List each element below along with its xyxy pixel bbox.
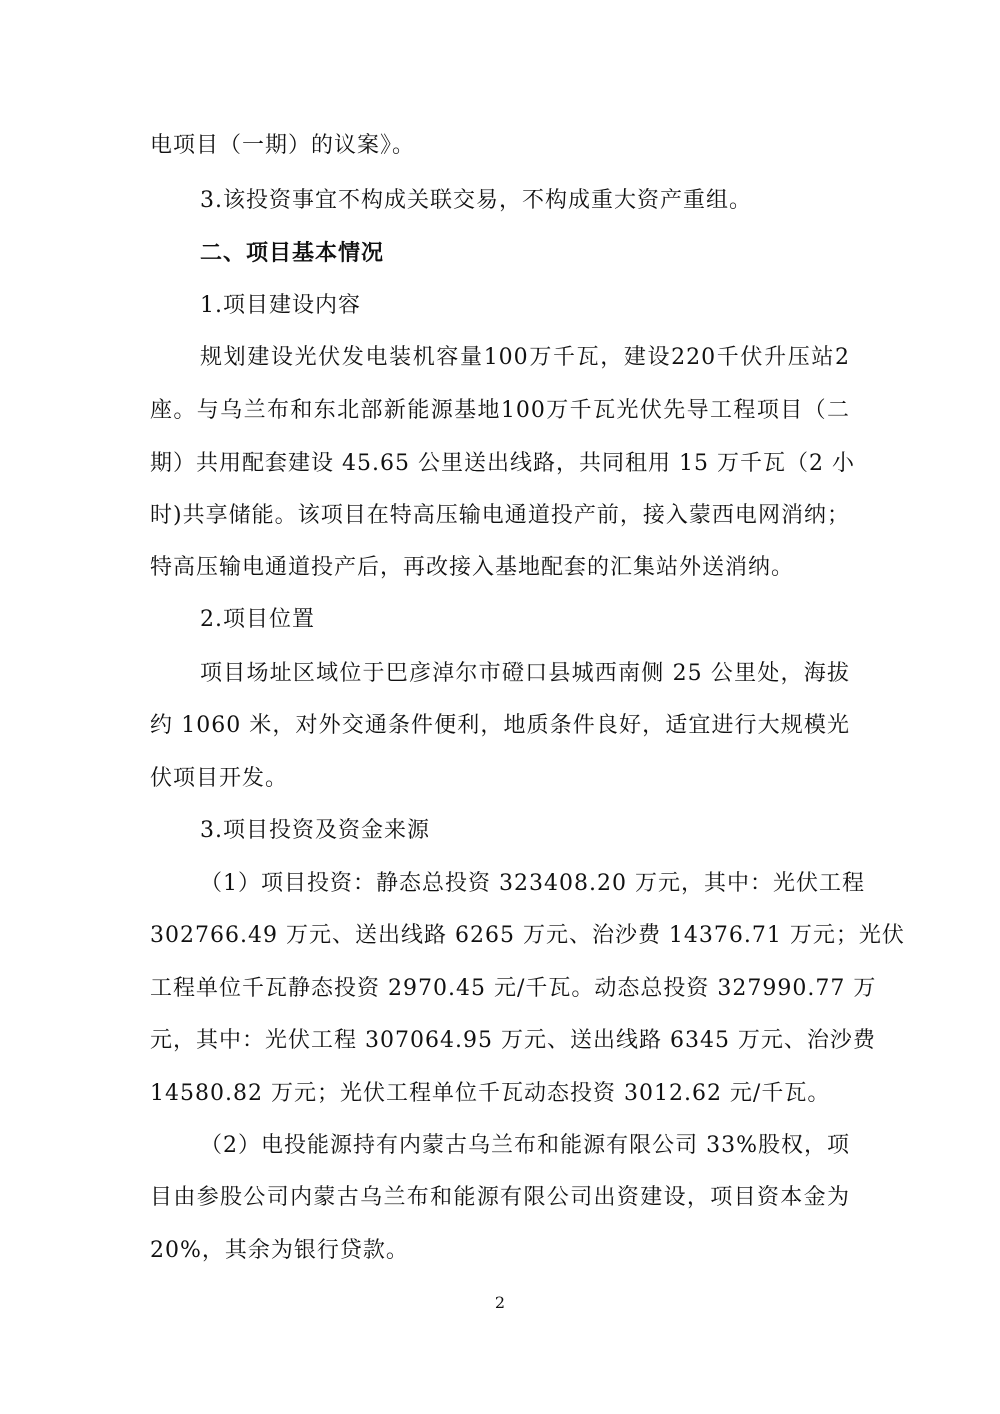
body-line: 电项目（一期）的议案》。 [150,133,416,158]
body-line: 规划建设光伏发电装机容量100万千瓦，建设220千伏升压站2 [200,345,850,370]
body-line: 302766.49 万元、送出线路 6265 万元、治沙费 14376.71 万元；光伏 [150,923,905,948]
body-line: 3.该投资事宜不构成关联交易，不构成重大资产重组。 [200,188,752,213]
body-line: 工程单位千瓦静态投资 2970.45 元/千瓦。动态总投资 327990.77 万 [150,976,877,1001]
subsection-heading: 1.项目建设内容 [200,293,361,318]
body-line: （2）电投能源持有内蒙古乌兰布和能源有限公司 33%股权，项 [200,1133,850,1158]
body-line: 期）共用配套建设 45.65 公里送出线路，共同租用 15 万千瓦（2 小 [150,451,855,476]
section-heading: 二、项目基本情况 [200,240,385,266]
body-line: 约 1060 米，对外交通条件便利，地质条件良好，适宜进行大规模光 [150,713,850,738]
body-line: 时)共享储能。该项目在特高压输电通道投产前，接入蒙西电网消纳； [150,503,850,528]
body-line: 目由参股公司内蒙古乌兰布和能源有限公司出资建设，项目资本金为 [150,1185,850,1210]
subsection-heading: 2.项目位置 [200,607,315,632]
page-number: 2 [494,1293,506,1312]
body-line: 特高压输电通道投产后，再改接入基地配套的汇集站外送消纳。 [150,555,795,580]
body-line: 伏项目开发。 [150,766,289,791]
body-line: 元，其中：光伏工程 307064.95 万元、送出线路 6345 万元、治沙费 [150,1028,876,1053]
body-line: 座。与乌兰布和东北部新能源基地100万千瓦光伏先导工程项目（二 [150,398,850,423]
body-line: （1）项目投资：静态总投资 323408.20 万元，其中：光伏工程 [200,871,865,896]
body-line: 项目场址区域位于巴彦淖尔市磴口县城西南侧 25 公里处，海拔 [200,661,850,686]
body-line: 20%，其余为银行贷款。 [150,1238,409,1263]
subsection-heading: 3.项目投资及资金来源 [200,818,430,843]
body-line: 14580.82 万元；光伏工程单位千瓦动态投资 3012.62 元/千瓦。 [150,1081,831,1106]
